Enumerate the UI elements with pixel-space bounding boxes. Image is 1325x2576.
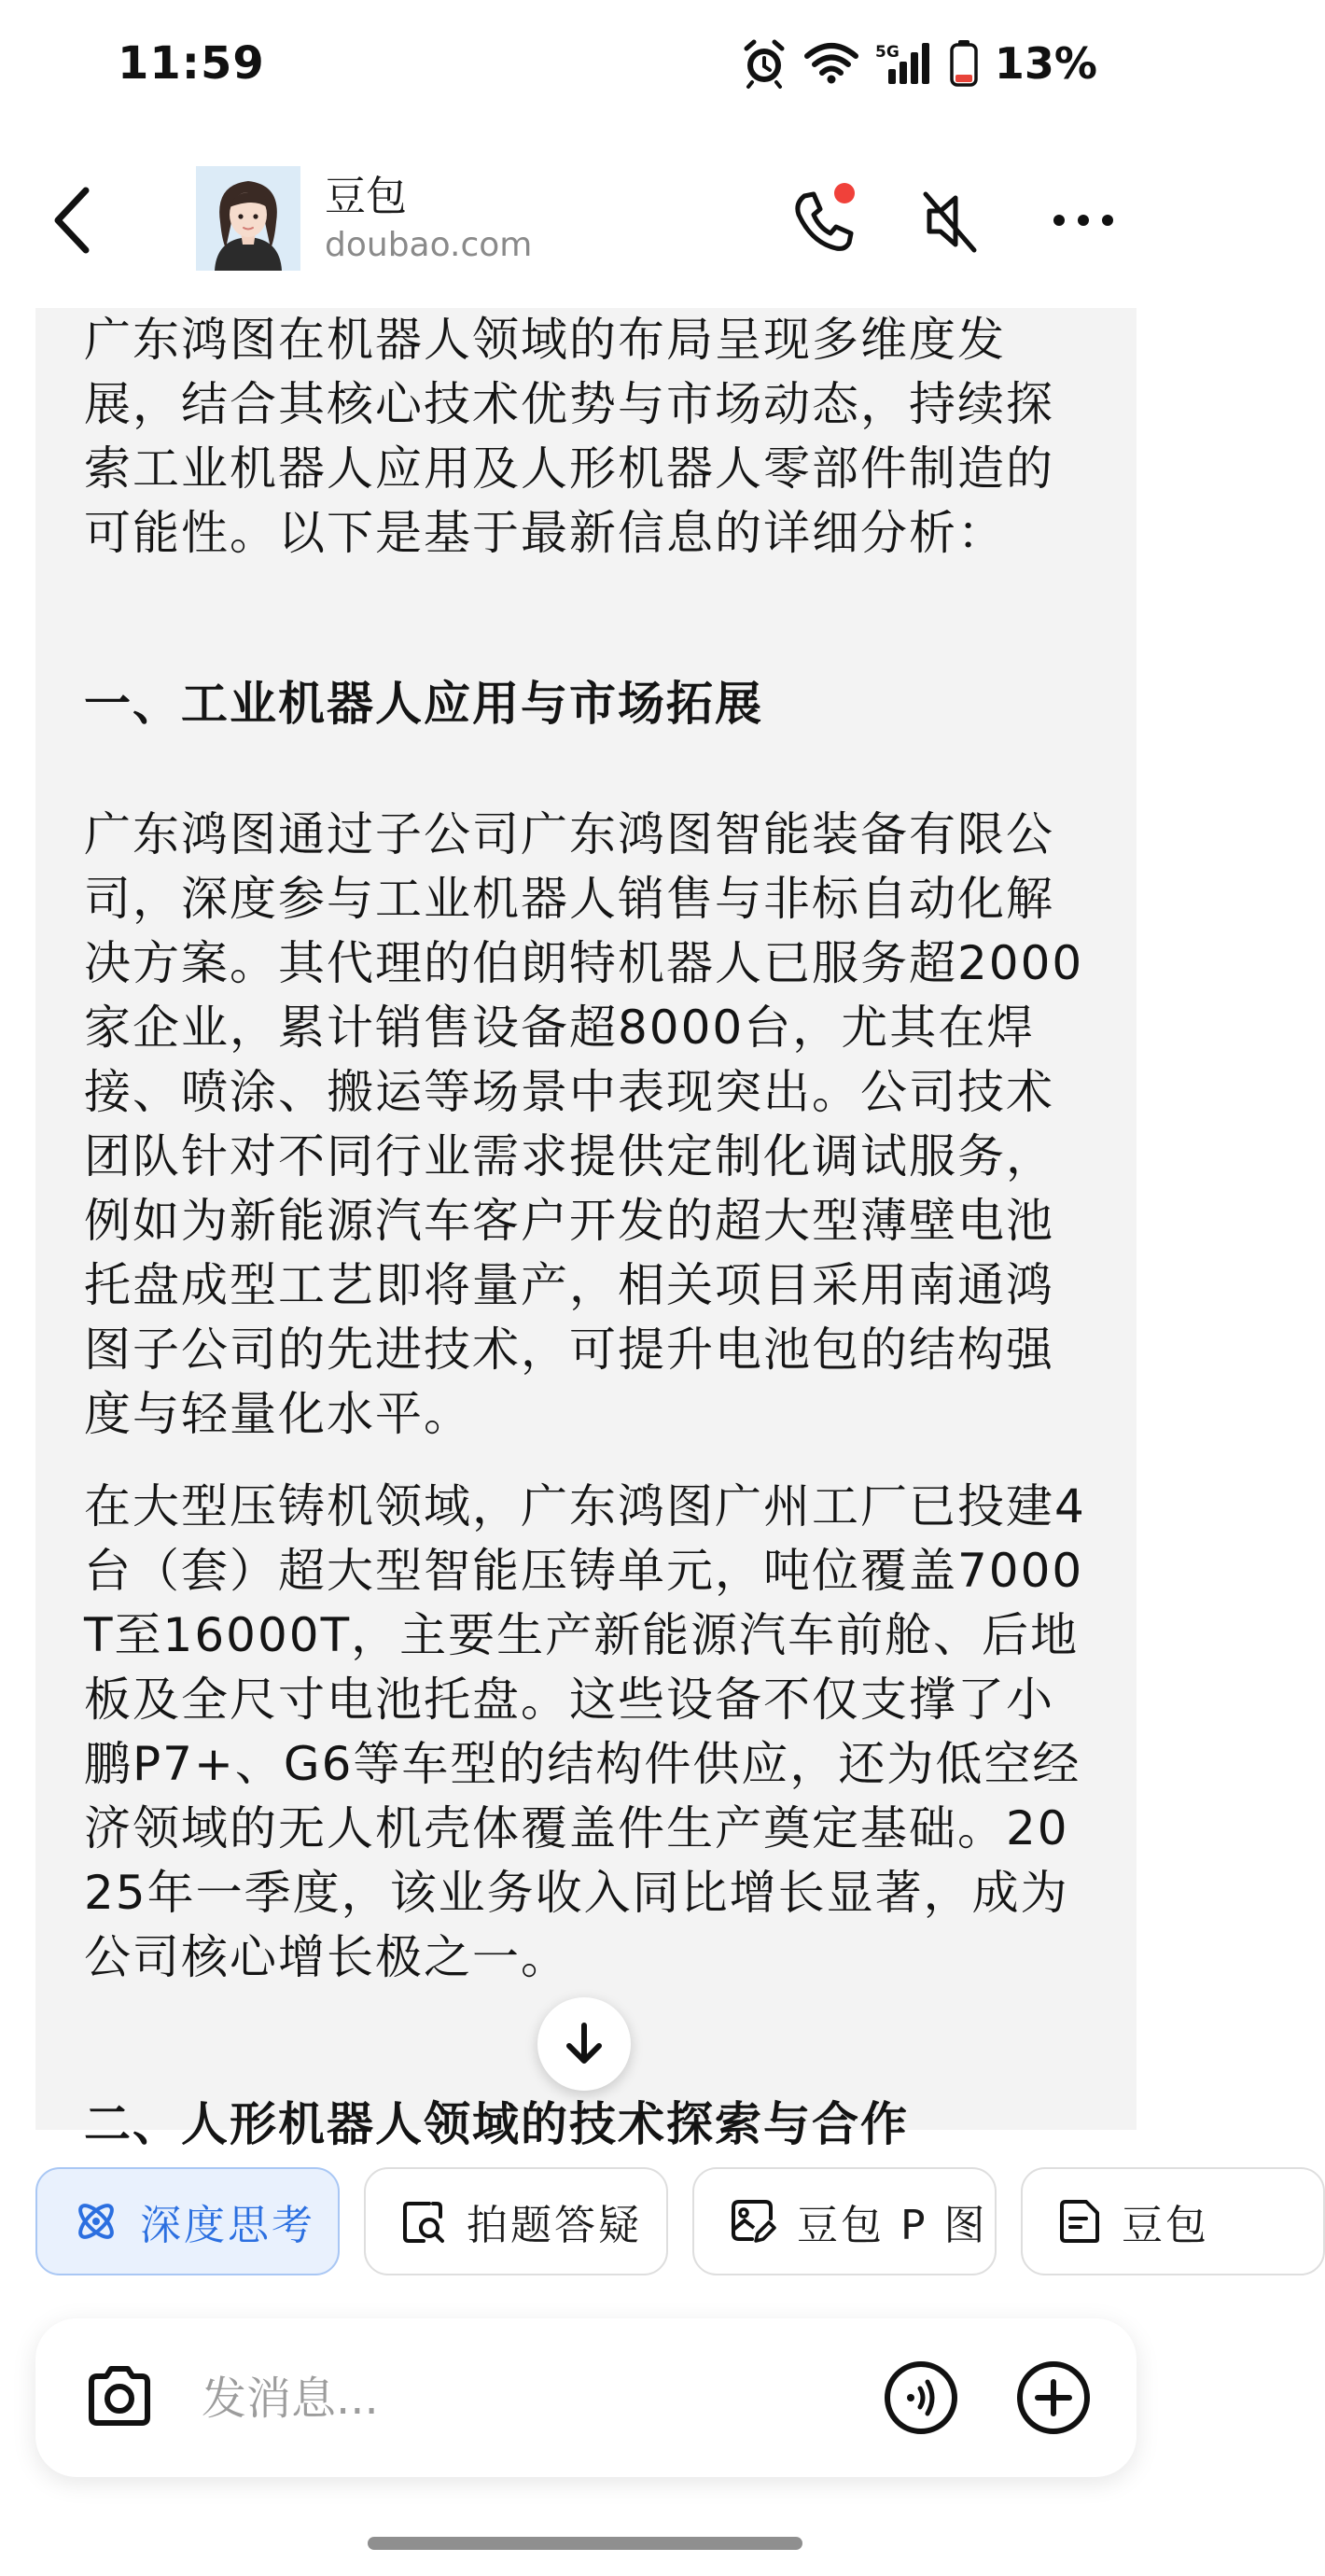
notification-dot: [834, 183, 855, 203]
mute-speaker-icon[interactable]: [916, 187, 982, 256]
battery-icon: [950, 40, 978, 87]
chat-title: 豆包: [325, 173, 407, 220]
message-intro: 广东鸿图在机器人领域的布局呈现多维度发展，结合其核心技术优势与市场动态，持续探索工业机器人应用及人形机器人零部件制造的可能性。以下是基于最新信息的详细分析：: [84, 313, 1054, 560]
voice-wave-icon: [883, 2359, 959, 2436]
camera-icon[interactable]: [82, 2359, 157, 2438]
chip-deep-thinking[interactable]: [35, 2167, 340, 2275]
arrow-down-icon: [564, 2022, 605, 2066]
message-paragraph: 在大型压铸机领域，广东鸿图广州工厂已投建4台（套）超大型智能压铸单元，吨位覆盖7000T至16000T，主要生产新能源汽车前舱、后地板及全尺寸电池托盘。这些设备不仅支撑了小鹏P7+、G6等车型的结构件供应，还为低空经济领域的无人机壳体覆盖件生产奠定基础。2025年一季度，该业务收入同比增长显著，成为公司核心增长极之一。: [84, 1479, 1086, 1984]
plus-circle-icon: [1015, 2359, 1092, 2436]
message-composer: [35, 2318, 1137, 2477]
chip-label: 豆包 P 图: [797, 2202, 988, 2249]
chip-image-edit[interactable]: [692, 2167, 997, 2275]
alarm-icon: [741, 39, 788, 88]
chat-subtitle: doubao.com: [325, 226, 533, 264]
message-paragraph: 广东鸿图通过子公司广东鸿图智能装备有限公司，深度参与工业机器人销售与非标自动化解决方案。其代理的伯朗特机器人已服务超2000家企业，累计销售设备超8000台，尤其在焊接、喷涂、搬运等场景中表现突出。公司技术团队针对不同行业需求提供定制化调试服务，例如为新能源汽车客户开发的超大型薄壁电池托盘成型工艺即将量产，相关项目采用南通鸿图子公司的先进技术，可提升电池包的结构强度与轻量化水平。: [84, 807, 1084, 1441]
chip-label: 拍题答疑: [467, 2202, 642, 2249]
battery-percentage: 13%: [994, 38, 1097, 89]
status-icons: [741, 37, 1097, 90]
message-input[interactable]: [200, 2365, 857, 2432]
signal-icon: [875, 41, 933, 86]
scroll-to-bottom-button[interactable]: [537, 1997, 631, 2091]
back-icon[interactable]: [47, 183, 103, 258]
section-heading: 一、工业机器人应用与市场拓展: [84, 677, 763, 731]
assistant-message: [35, 308, 1137, 2151]
document-icon: [1058, 2198, 1101, 2245]
photo-search-icon: [401, 2198, 446, 2245]
chip-document[interactable]: [1021, 2167, 1325, 2275]
quick-actions: [35, 2167, 1209, 2279]
chip-photo-question[interactable]: [364, 2167, 668, 2275]
image-edit-icon: [730, 2198, 776, 2245]
status-time: 11:59: [118, 37, 265, 90]
wifi-icon: [804, 43, 858, 84]
chat-header: [0, 149, 1172, 289]
status-bar: [0, 0, 1172, 131]
atom-icon: [73, 2198, 119, 2245]
chip-label: 深度思考: [140, 2202, 315, 2249]
home-indicator[interactable]: [368, 2537, 802, 2550]
voice-input-button[interactable]: [883, 2359, 959, 2440]
avatar[interactable]: [196, 166, 300, 271]
add-attachment-button[interactable]: [1015, 2359, 1092, 2440]
chip-label: 豆包: [1122, 2202, 1209, 2249]
more-options-icon[interactable]: [1051, 202, 1116, 239]
svg-text:5G: 5G: [874, 43, 900, 62]
section-heading: 二、人形机器人领域的技术探索与合作: [84, 2097, 909, 2151]
